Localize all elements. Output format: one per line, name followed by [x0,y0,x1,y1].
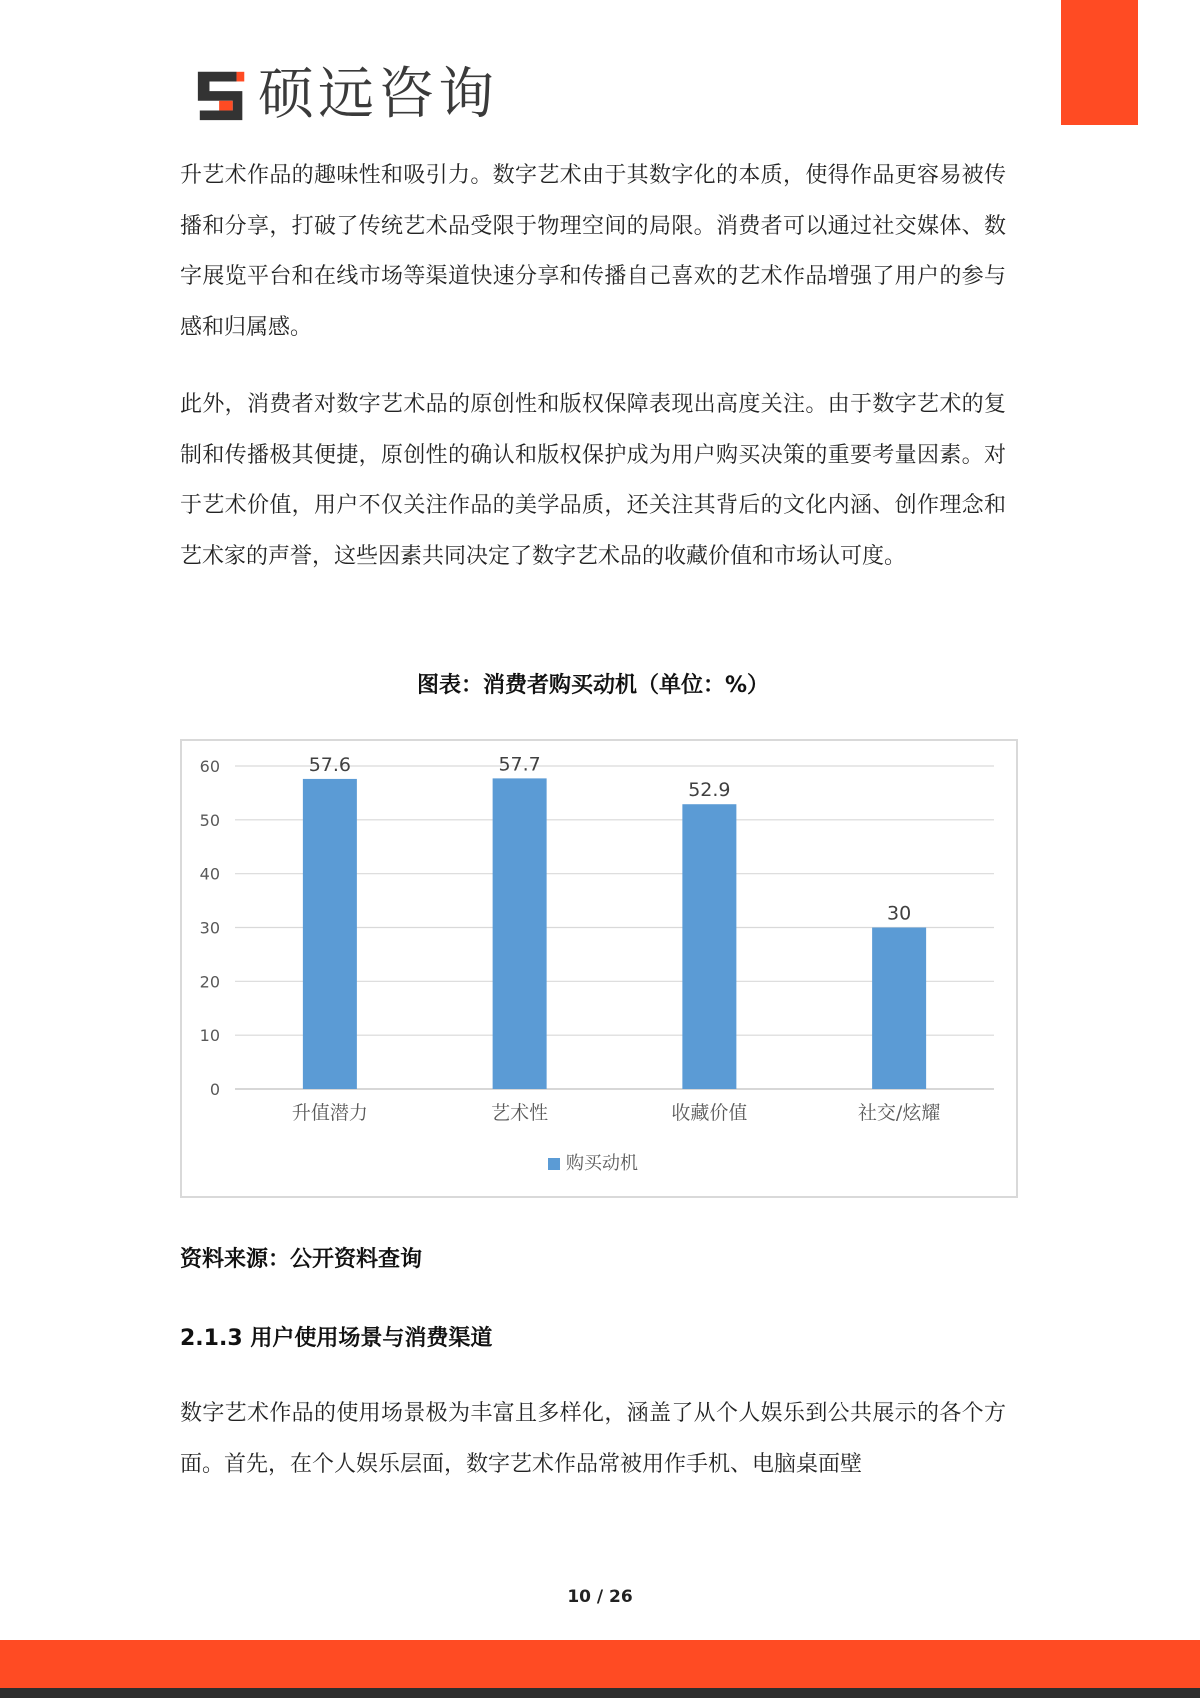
source-note: 资料来源：公开资料查询 [180,1247,423,1272]
x-category-label: 收藏价值 [671,1102,748,1124]
paragraph-1: 升艺术作品的趣味性和吸引力。数字艺术由于其数字化的本质，使得作品更容易被传播和分享，打破了传统艺术品受限于物理空间的局限。消费者可以通过社交媒体、数字展览平台和在线市场等渠道快速分享和传播自己喜欢的艺术作品增强了用户的参与感和归属感。 [180,163,1006,340]
y-tick-label: 50 [199,810,220,830]
y-tick-label: 30 [199,918,220,938]
bar [493,778,547,1089]
bar-value-label: 30 [887,902,912,925]
paragraph-3: 数字艺术作品的使用场景极为丰富且多样化，涵盖了从个人娱乐到公共展示的各个方面。首先，在个人娱乐层面，数字艺术作品常被用作手机、电脑桌面壁 [180,1401,1006,1477]
section-heading [180,1321,492,1352]
y-tick-label: 0 [209,1080,220,1099]
y-tick-label: 60 [199,757,220,776]
y-tick-label: 20 [199,972,220,992]
x-category-label: 升值潜力 [291,1102,368,1124]
section-number: 2.1.3 [180,1326,243,1351]
x-category-label: 艺术性 [491,1102,549,1124]
bar-value-label: 57.7 [498,753,541,776]
brand-logo [194,64,498,126]
section-title: 用户使用场景与消费渠道 [250,1326,493,1351]
footer-accent-bar [0,1640,1200,1688]
bar-value-label: 57.6 [308,753,352,776]
legend-label: 购买动机 [566,1153,638,1174]
brand-mark-icon [194,66,252,124]
bar [872,928,926,1090]
footer-dark-strip [0,1688,1200,1698]
bar [682,804,736,1089]
y-tick-label: 10 [199,1026,220,1046]
bar [303,779,357,1089]
bar-value-label: 52.9 [688,779,731,802]
legend-swatch [548,1158,560,1170]
y-tick-label: 40 [199,864,220,884]
chart-container [180,739,1018,1198]
brand-name: 硕远咨询 [258,62,498,127]
chart-title: 图表：消费者购买动机（单位：%） [416,673,770,698]
paragraph-2: 此外，消费者对数字艺术品的原创性和版权保障表现出高度关注。由于数字艺术的复制和传播极其便捷，原创性的确认和版权保护成为用户购买决策的重要考量因素。对于艺术价值，用户不仅关注作品的美学品质，还关注其背后的文化内涵、创作理念和艺术家的声誉，这些因素共同决定了数字艺术品的收藏价值和市场认可度。 [180,392,1006,569]
x-category-label: 社交/炫耀 [857,1102,941,1124]
corner-accent-bar [1061,0,1138,125]
page-number: 10 / 26 [567,1587,633,1607]
bar-chart [182,741,1016,1196]
